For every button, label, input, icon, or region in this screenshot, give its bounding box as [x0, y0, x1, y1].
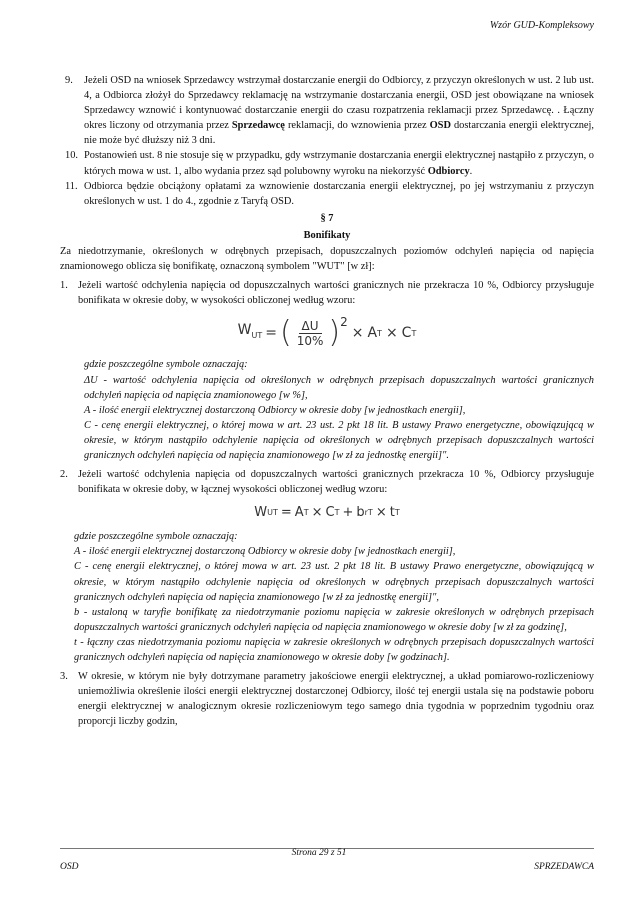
item-number: 10. [65, 150, 78, 162]
definition-item: C - cenę energii elektrycznej, o której mowa w art. 23 ust. 2 pkt 18 lit. B ustawy Prawo energetyczne, obowiązującą w okresie, w którym nastąpiło odchylenie napięcia od określonych w odrębnych przepisach dopuszczalnych wartości granicznych odchyleń napięcia od napięcia znamionowego [w zł za jednostkę energii]", [74, 561, 594, 603]
item-text: Jeżeli wartość odchylenia napięcia od dopuszczalnych wartości granicznych nie przekracza 10 %, Odbiorcy przysługuje bonifikata w okresie doby, w wysokości obliczonej według wzoru: [78, 280, 594, 307]
definitions-intro: gdzie poszczególne symbole oznaczają: [84, 359, 248, 371]
list-item-9 [60, 73, 594, 148]
formula-2: W UT = A T × C T + b rT × t T [254, 504, 400, 520]
item-text: Odbiorca będzie obciążony opłatami za wznowienie dostarczania energii elektrycznej, po jej wstrzymaniu z przyczyn określonych w ust. 1 do 4., zgodnie z Taryfą OSD. [84, 180, 594, 207]
item-text: Jeżeli wartość odchylenia napięcia od dopuszczalnych wartości granicznych przekracza 10 %, Odbiorcy przysługuje bonifikata w okresie doby, w łącznej wysokości obliczonej według wzoru: [78, 469, 594, 496]
page-content [60, 73, 594, 729]
item-text: Jeżeli OSD na wniosek Sprzedawcy wstrzymał dostarczanie energii do Odbiorcy, z przyczyn określonych w ust. 2 lub ust. 4, a Odbiorca złożył do Sprzedawcy reklamację na wstrzymanie dostarczania energii, OSD jest obowiązane na wniosek Sprzedawcy wznowić i kontynuować dostarczanie energii do czasu rozpatrzenia reklamacji przez Sprzedawcę. . Łączny okres liczony od otrzymania przez Sprzedawcę reklamacji, do wznowienia przez OSD dostarczania energii elektrycznej, nie może być dłuższy niż 3 dni. [84, 75, 594, 147]
formula-lhs: $W_{UT}$ [237, 322, 263, 341]
footer-left: OSD [60, 862, 79, 872]
list-item-11 [60, 179, 594, 209]
definition-item: ΔU - wartość odchylenia napięcia od określonych w odrębnych przepisach dopuszczalnych wartości granicznych odchyleń napięcia od napięcia znamionowego [w %], [84, 374, 594, 401]
formula-fraction: $\frac{\Delta U}{10\%}$ [296, 318, 324, 348]
formula-1: $W_{UT}$ = ( $\frac{\Delta U}{10\%}$ ) 2 × A T × C T [237, 315, 417, 351]
item-number: 3. [60, 671, 68, 683]
item-number: 1. [60, 280, 68, 292]
definitions-1 [84, 357, 594, 463]
footer-right: SPRZEDAWCA [534, 862, 594, 872]
item-text: Postanowień ust. 8 nie stosuje się w przypadku, gdy wstrzymanie dostarczania energii elektrycznej nastąpiło z przyczyn, o których mowa w ust. 1, albo wydania przez sąd polubowny wyroku na niekorzyść Odbiorcy. [84, 150, 594, 177]
item-number: 2. [60, 469, 68, 481]
definition-item: A - ilość energii elektrycznej dostarczoną Odbiorcy w okresie doby [w jednostkach energii], [74, 546, 456, 558]
item-text: W okresie, w którym nie były dotrzymane parametry jakościowe energii elektrycznej, a układ pomiarowo-rozliczeniowy uniemożliwia określenie ilości energii elektrycznej dostarczonej Odbiorcy, ilość tej energii ustala się na podstawie poboru energii elektrycznej w analogicznym okresie rozliczeniowym tego samego dnia tygodnia w poprzednim tygodniu oraz proporcji liczby godzin, [78, 671, 594, 728]
definitions-2 [74, 529, 594, 665]
list-item-10 [60, 148, 594, 178]
definitions-intro: gdzie poszczególne symbole oznaczają: [74, 531, 238, 543]
page-header: Wzór GUD-Kompleksowy [489, 20, 594, 31]
page-number: Strona 29 z 51 [291, 848, 347, 858]
item-number: 11. [65, 180, 78, 192]
intro-paragraph: Za niedotrzymanie, określonych w odrębnych przepisach, dopuszczalnych poziomów odchyleń napięcia od napięcia znamionowego oblicza się bonifikatę, oznaczoną symbolem "WUT" [w zł]: [60, 246, 594, 273]
section-number: § 7 [320, 212, 334, 224]
list-item-3 [60, 669, 594, 729]
definition-item: A - ilość energii elektrycznej dostarczoną Odbiorcy w okresie doby [w jednostkach energii], [84, 404, 466, 416]
list-item-2 [60, 467, 594, 497]
section-title: Bonifikaty [303, 229, 351, 241]
definition-item: C - cenę energii elektrycznej, o której mowa w art. 23 ust. 2 pkt 18 lit. B ustawy Prawo energetyczne, obowiązującą w okresie, w którym nastąpiło odchylenie napięcia od określonych w odrębnych przepisach dopuszczalnych wartości granicznych odchyleń napięcia od napięcia znamionowego [w zł za jednostkę energii]". [84, 419, 594, 461]
definition-item: t - łączny czas niedotrzymania poziomu napięcia w zakresie określonych w odrębnych przepisach dopuszczalnych wartości granicznych odchyleń napięcia od napięcia znamionowego w okresie doby [w godzinach]. [74, 636, 594, 663]
list-item-1 [60, 278, 594, 308]
definition-item: b - ustaloną w taryfie bonifikatę za niedotrzymanie poziomu napięcia w zakresie określonych w odrębnych przepisach dopuszczalnych wartości granicznych odchyleń napięcia od napięcia znamionowego w okresie doby [w zł za godzinę], [74, 606, 594, 633]
item-number: 9. [65, 75, 73, 86]
